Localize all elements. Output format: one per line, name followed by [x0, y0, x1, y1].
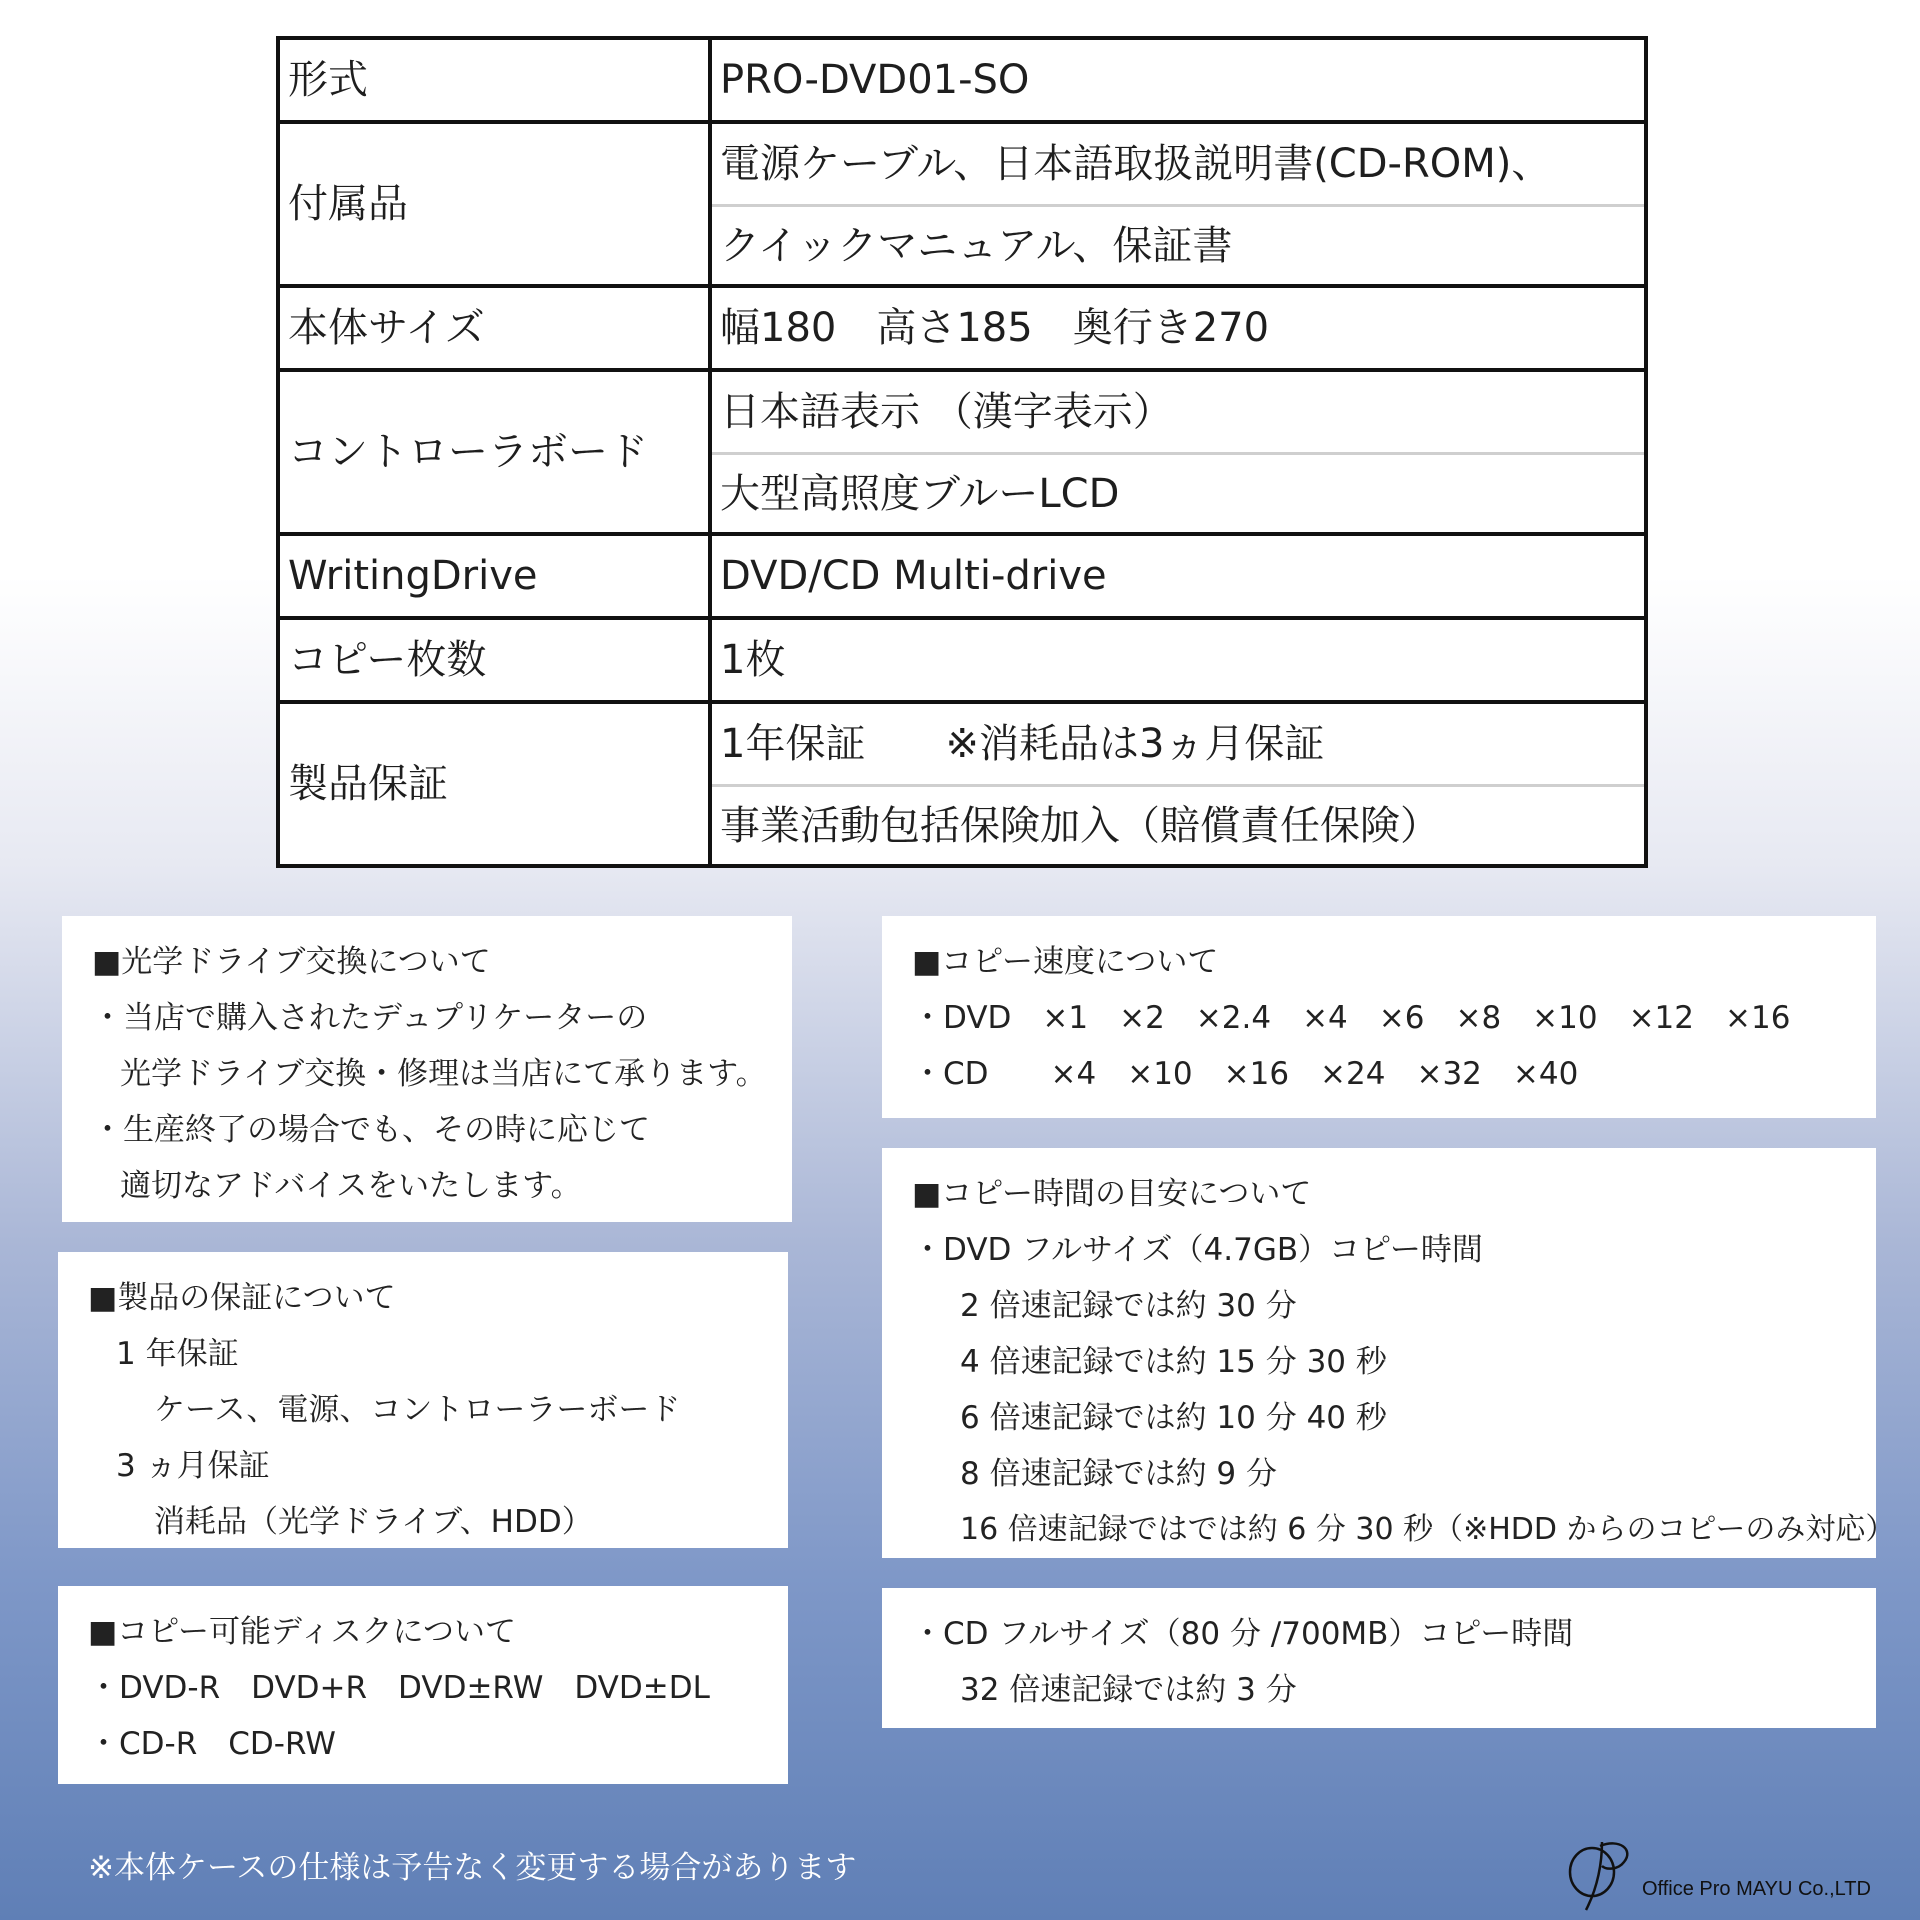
spec-value: 1枚: [710, 618, 1646, 702]
box-line: 6 倍速記録では約 10 分 40 秒: [960, 1400, 1387, 1436]
copy-speed-box: [882, 916, 1876, 1118]
op-logo-icon: [1562, 1832, 1642, 1912]
spec-value: 幅180 高さ185 奥行き270: [710, 286, 1646, 370]
spec-label: コピー枚数: [278, 618, 710, 702]
spec-label: 形式: [278, 38, 710, 122]
box-title: ■製品の保証について: [88, 1280, 396, 1316]
spec-row-warranty: [278, 702, 1646, 866]
box-line: 8 倍速記録では約 9 分: [960, 1456, 1278, 1492]
drive-exchange-box: [62, 916, 792, 1222]
company-name: Office Pro MAYU Co.,LTD: [1642, 1878, 1871, 1900]
box-line: ・CD ×4 ×10 ×16 ×24 ×32 ×40: [912, 1056, 1579, 1092]
box-line: ・当店で購入されたデュプリケーターの: [92, 1000, 648, 1036]
box-line: 消耗品（光学ドライブ、HDD）: [154, 1504, 593, 1540]
box-title: ■光学ドライブ交換について: [92, 944, 491, 980]
box-title: ■コピー可能ディスクについて: [88, 1614, 516, 1650]
box-title: ■コピー時間の目安について: [912, 1176, 1312, 1212]
spec-row-model: [278, 38, 1646, 122]
spec-value: 大型高照度ブルーLCD: [712, 452, 1644, 532]
spec-label: WritingDrive: [278, 534, 710, 618]
box-line: ・CD フルサイズ（80 分 /700MB）コピー時間: [912, 1616, 1574, 1652]
spec-row-accessories: [278, 122, 1646, 286]
copy-time-box: [882, 1148, 1896, 1558]
cd-time-box: [882, 1588, 1876, 1728]
spec-table: [276, 36, 1648, 868]
discs-box: [58, 1586, 788, 1784]
box-line: ・DVD ×1 ×2 ×2.4 ×4 ×6 ×8 ×10 ×12 ×16: [912, 1000, 1791, 1036]
spec-row-drive: [278, 534, 1646, 618]
spec-value: 1年保証 ※消耗品は3ヵ月保証: [720, 721, 1325, 767]
box-line: ・DVD フルサイズ（4.7GB）コピー時間: [912, 1232, 1483, 1268]
box-line: 2 倍速記録では約 30 分: [960, 1288, 1297, 1324]
spec-value: 日本語表示 （漢字表示）: [720, 389, 1173, 435]
box-line: 光学ドライブ交換・修理は当店にて承ります。: [120, 1056, 767, 1092]
spec-label: 付属品: [278, 122, 710, 286]
footer-note: ※本体ケースの仕様は予告なく変更する場合があります: [88, 1850, 857, 1886]
box-line: ・生産終了の場合でも、その時に応じて: [92, 1112, 650, 1148]
spec-label: 本体サイズ: [278, 286, 710, 370]
spec-label: 製品保証: [278, 702, 710, 866]
box-line: 1 年保証: [116, 1336, 239, 1372]
spec-value: クイックマニュアル、保証書: [712, 204, 1644, 284]
box-line: 32 倍速記録では約 3 分: [960, 1672, 1297, 1708]
spec-value: PRO-DVD01-SO: [710, 38, 1646, 122]
box-line: 16 倍速記録ではでは約 6 分 30 秒（※HDD からのコピーのみ対応）: [960, 1512, 1896, 1547]
spec-value: 電源ケーブル、日本語取扱説明書(CD-ROM)、: [720, 141, 1552, 187]
box-title: ■コピー速度について: [912, 944, 1219, 980]
spec-label: コントローラボード: [278, 370, 710, 534]
box-line: 4 倍速記録では約 15 分 30 秒: [960, 1344, 1387, 1380]
box-line: 3 ヵ月保証: [116, 1448, 270, 1484]
product-warranty-box: [58, 1252, 788, 1548]
spec-value: DVD/CD Multi-drive: [710, 534, 1646, 618]
spec-row-copies: [278, 618, 1646, 702]
spec-value: 事業活動包括保険加入（賠償責任保険）: [712, 784, 1644, 864]
spec-row-controller: [278, 370, 1646, 534]
spec-row-size: [278, 286, 1646, 370]
box-line: 適切なアドバイスをいたします。: [120, 1168, 582, 1204]
box-line: ・DVD-R DVD+R DVD±RW DVD±DL: [88, 1670, 710, 1706]
box-line: ケース、電源、コントローラーボード: [154, 1392, 681, 1428]
box-line: ・CD-R CD-RW: [88, 1726, 336, 1762]
company-logo: [1562, 1832, 1902, 1912]
